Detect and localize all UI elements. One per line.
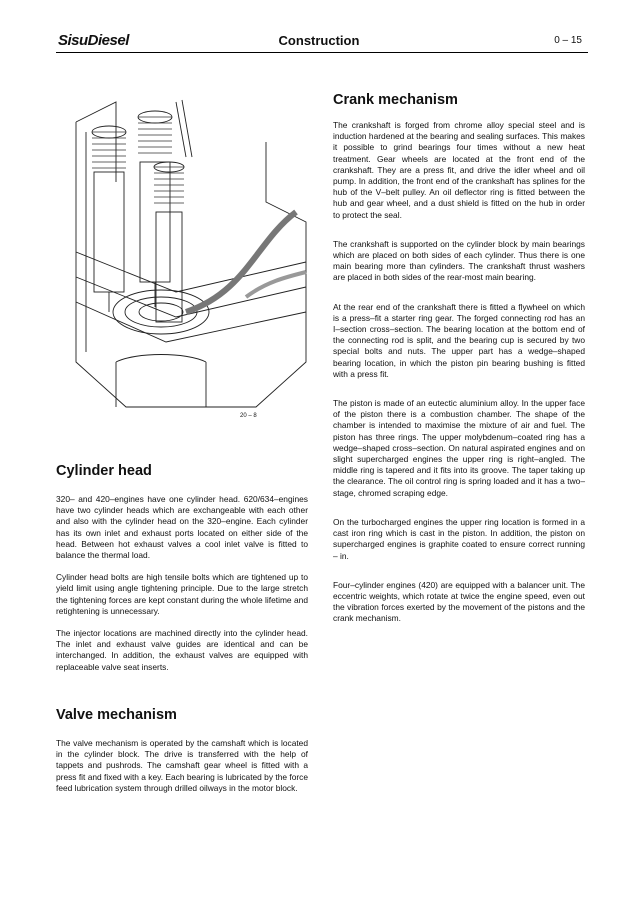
crank-mechanism-paragraph-4: The piston is made of an eutectic aluminium alloy. In the upper face of the piston there is a combustion chamber. The shape of the chamber is intended to maximise the mixture of air and fuel. The piston has three rings. The upper molybdenum–coated ring has a wedge–shaped cross–section. On natural aspirated engines and on slight supercharged engines the upper ring is right–angled. The middle ring is tapered and it fits into its groove. The taper taking up the clearance. The oil control ring is spring loaded and it has a two–stage, chromed scraping edge. (333, 398, 585, 498)
page-number: 0 – 15 (554, 35, 582, 46)
crank-mechanism-paragraph-2: The crankshaft is supported on the cylinder block by main bearings which are placed on both sides of each cylinder. Thus there is one main bearing more than cylinders. The crankshaft thrust washers are placed in both sides of the rear-most main bearing. (333, 238, 585, 283)
valve-mechanism-title: Valve mechanism (56, 707, 177, 723)
cylinder-head-title: Cylinder head (56, 463, 152, 479)
cylinder-head-section (56, 462, 308, 673)
cylinder-head-paragraph-2: Cylinder head bolts are high tensile bolts which are tightened up to yield limit using angle tightening principle. Due to the large stretch the tightening forces are kept constant during the whole lifetime and retightening is unnecessary. (56, 572, 308, 616)
page-header-title: Construction (278, 33, 360, 48)
crank-mechanism-paragraph-1: The crankshaft is forged from chrome alloy special steel and is induction hardened at the bearing and sealing surfaces. This makes it possible to grind bearings four times without a new heat treatment. Gear wheels are located at the front end of the crankshaft. They are a press fit, and drive the idler wheel and oil pump. In addition, the front end of the crankshaft has splines for the hub of the V–belt pulley. An oil deflector ring is fitted between the hub and gear wheel, and a dust shield is fitted on the hub in order to protect the seal. (333, 120, 585, 220)
crank-mechanism-title: Crank mechanism (333, 92, 458, 108)
brand-logo: SisuDiesel (58, 32, 129, 49)
figure-label: 20 – 8 (240, 413, 257, 419)
valve-mechanism-section (56, 706, 308, 794)
cylinder-head-paragraph-1: 320– and 420–engines have one cylinder head. 620/634–engines have two cylinder heads which are exchangeable with each other and also with the cylinder head on the 320–engine. Each cylinder has its own inlet and exhaust ports located on either side of the head. Between hot exhaust valves a cool inlet valve is fitted to balance the thermal load. (56, 494, 308, 561)
crank-mechanism-paragraph-5: On the turbocharged engines the upper ring location is formed in a cast iron ring which is cast in the piston. In addition, the piston on supercharged engines is graphite coated to ensure correct running – in. (333, 516, 585, 561)
valve-mechanism-paragraph-1: The valve mechanism is operated by the camshaft which is located in the cylinder block. The drive is transferred with the help of tappets and pushrods. The camshaft gear wheel is fitted with a press fit and fixed with a key. Each bearing is lubricated by the force feed lubrication system through drilled oilways in the motor block. (56, 738, 308, 793)
crank-mechanism-paragraph-3: At the rear end of the crankshaft there is fitted a flywheel on which is a press–fit a starter ring gear. The forged connecting rod has an I–section cross–section. The bearing location at the bottom end of the connecting rod is split, and the bearing cup is secured by two special bolts and nuts. The upper part has a wedge–shaped bearing location, in which the piston pin bearing bushing is fitted with a press fit. (333, 301, 585, 379)
crank-mechanism-section (333, 91, 585, 625)
header-rule (56, 52, 588, 53)
cylinder-head-illustration (56, 62, 308, 424)
cylinder-head-paragraph-3: The injector locations are machined directly into the cylinder head. The inlet and exhaust valve guides are identical and can be interchanged. In addition, the exhaust valves are equipped with replaceable valve seat inserts. (56, 628, 308, 672)
crank-mechanism-paragraph-6: Four–cylinder engines (420) are equipped with a balancer unit. The eccentric weights, which rotate at twice the engine speed, even out the vibration forces exerted by the movement of the pistons and the crank mechanism. (333, 579, 585, 624)
